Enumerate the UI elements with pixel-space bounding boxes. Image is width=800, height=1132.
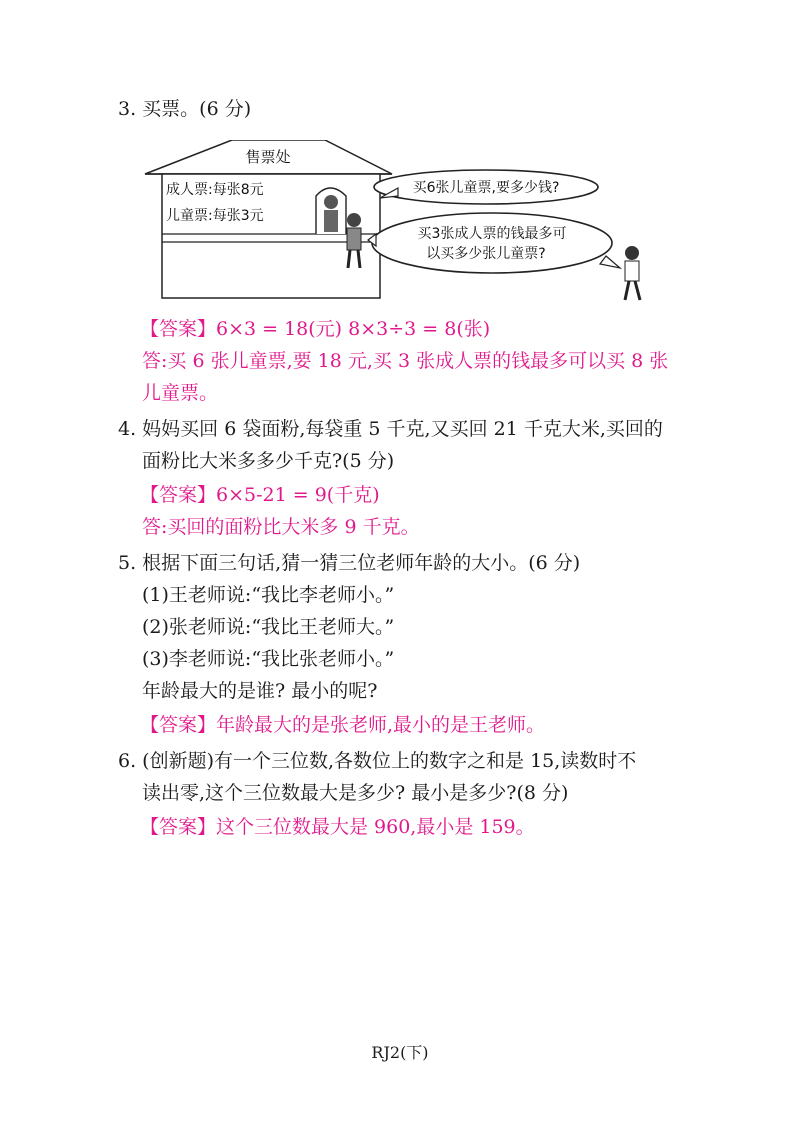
q4-answer-text: 答:买回的面粉比大米多 9 千克。 — [142, 516, 420, 538]
q5-statement-3: (3)李老师说:“我比张老师小。” — [142, 648, 395, 670]
q4-line-2: 面粉比大米多多少千克?(5 分) — [142, 450, 395, 472]
q3-answer-calc: 【答案】6×3 = 18(元) 8×3÷3 = 8(张) — [140, 318, 491, 340]
booth-sign: 售票处 — [245, 148, 291, 166]
q4-line-1: 4. 妈妈买回 6 袋面粉,每袋重 5 千克,又买回 21 千克大米,买回的 — [118, 418, 663, 440]
page-footer: RJ2(下) — [371, 1043, 429, 1062]
q6-line-1: 6. (创新题)有一个三位数,各数位上的数字之和是 15,读数时不 — [118, 750, 637, 772]
q5-answer: 【答案】年龄最大的是张老师,最小的是王老师。 — [140, 714, 546, 736]
q5-statement-1: (1)王老师说:“我比李老师小。” — [142, 584, 395, 606]
speech-bubble-1 — [374, 170, 598, 204]
q5-statement-2: (2)张老师说:“我比王老师大。” — [142, 616, 395, 638]
speech-bubble-2 — [368, 213, 620, 273]
clerk-figure — [324, 195, 338, 209]
price-child: 儿童票:每张3元 — [166, 208, 264, 224]
q6-answer: 【答案】这个三位数最大是 960,最小是 159。 — [140, 816, 535, 838]
q3-answer-text-1: 答:买 6 张儿童票,要 18 元,买 3 张成人票的钱最多可以买 8 张 — [142, 350, 669, 372]
q5-line-1: 5. 根据下面三句话,猜一猜三位老师年龄的大小。(6 分) — [118, 552, 581, 574]
svg-text:买6张儿童票,要多少钱?: 买6张儿童票,要多少钱? — [412, 180, 560, 196]
svg-text:买3张成人票的钱最多可: 买3张成人票的钱最多可 — [417, 226, 567, 242]
price-adult: 成人票:每张8元 — [166, 182, 264, 198]
q3-title: 3. 买票。(6 分) — [118, 98, 252, 120]
boy-figure — [625, 246, 640, 300]
q3-answer-text-2: 儿童票。 — [142, 382, 219, 404]
q4-answer-calc: 【答案】6×5-21 = 9(千克) — [140, 484, 380, 506]
svg-text:以买多少张儿童票?: 以买多少张儿童票? — [426, 246, 546, 262]
ticket-booth-illustration — [140, 140, 660, 310]
q6-line-2: 读出零,这个三位数最大是多少? 最小是多少?(8 分) — [142, 782, 569, 804]
q5-question: 年龄最大的是谁? 最小的呢? — [142, 680, 378, 702]
